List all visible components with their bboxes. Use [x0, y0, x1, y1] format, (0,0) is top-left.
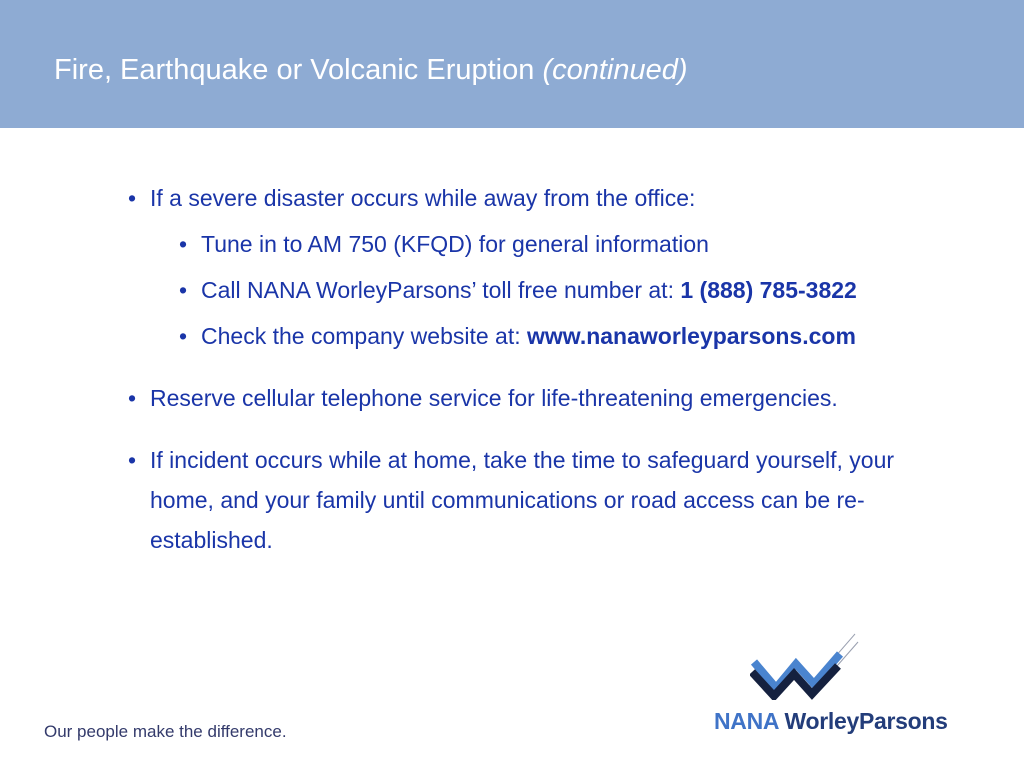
bullet-text: Check the company website at:	[201, 323, 527, 349]
logo-text-worleyparsons: WorleyParsons	[784, 708, 948, 734]
company-logo	[712, 628, 992, 740]
bullet-text: Tune in to AM 750 (KFQD) for general information	[201, 231, 709, 257]
bullet-text: Call NANA WorleyParsons’ toll free number at:	[201, 277, 681, 303]
website-link[interactable]: www.nanaworleyparsons.com	[527, 323, 856, 349]
bullet-item	[128, 378, 838, 418]
bullet-glyph: •	[128, 447, 137, 473]
bullet-item	[128, 178, 696, 218]
bullet-text: Reserve cellular telephone service for life-threatening emergencies.	[150, 385, 838, 411]
phone-number: 1 (888) 785-3822	[680, 277, 857, 303]
logo-wave-icon	[750, 628, 870, 700]
slide-title-suffix: (continued)	[542, 54, 688, 86]
bullet-item	[128, 440, 940, 560]
bullet-glyph: •	[179, 277, 188, 303]
sub-bullet-item	[179, 224, 709, 264]
sub-bullet-item	[179, 270, 857, 310]
logo-text-nana: NANA	[714, 708, 779, 734]
bullet-glyph: •	[128, 385, 137, 411]
bullet-glyph: •	[128, 185, 137, 211]
slide-title-text: Fire, Earthquake or Volcanic Eruption	[54, 54, 535, 86]
bullet-glyph: •	[179, 231, 188, 257]
title-bar	[0, 0, 1024, 128]
sub-bullet-item	[179, 316, 856, 356]
logo-wordmark	[714, 708, 948, 735]
bullet-glyph: •	[179, 323, 188, 349]
slide-title	[54, 50, 688, 90]
bullet-text: If incident occurs while at home, take the time to safeguard yourself, your home, and your family until communications or road access can be re-established.	[150, 447, 895, 553]
bullet-text: If a severe disaster occurs while away from the office:	[150, 185, 696, 211]
footer-tagline: Our people make the difference.	[44, 722, 287, 741]
